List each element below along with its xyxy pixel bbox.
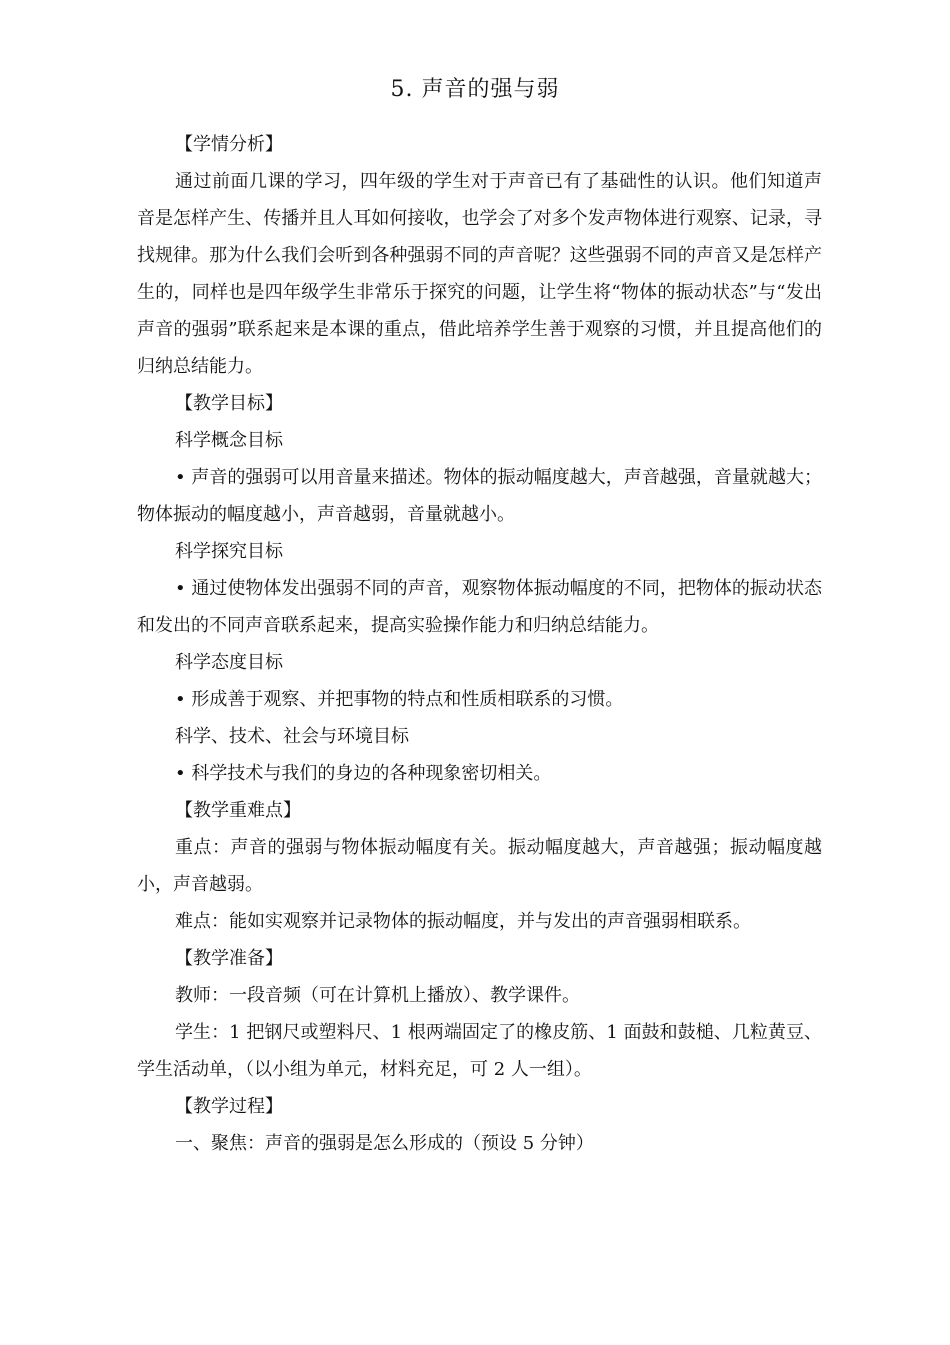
goals-heading: 【教学目标】	[175, 393, 283, 414]
concept-goal-text: • 声音的强弱可以用音量来描述。物体的振动幅度越大，声音越强，音量就越大；物体振动的幅度越小，声音越弱，音量就越小。	[137, 467, 822, 525]
inquiry-goal-title: 科学探究目标	[175, 541, 283, 562]
key-points-heading: 【教学重难点】	[175, 800, 301, 821]
inquiry-goal-text: • 通过使物体发出强弱不同的声音，观察物体振动幅度的不同，把物体的振动状态和发出的不同声音联系起来，提高实验操作能力和归纳总结能力。	[137, 578, 822, 636]
page-title: 5. 声音的强与弱	[390, 77, 560, 102]
attitude-goal-title: 科学态度目标	[175, 652, 283, 673]
key-point-text: 重点：声音的强弱与物体振动幅度有关。振动幅度越大，声音越强；振动幅度越小，声音越弱。	[137, 837, 822, 895]
teacher-prep: 教师：一段音频（可在计算机上播放）、教学课件。	[175, 985, 580, 1006]
difficulty-text: 难点：能如实观察并记录物体的振动幅度，并与发出的声音强弱相联系。	[175, 911, 751, 932]
document-body	[137, 126, 822, 1162]
prep-heading: 【教学准备】	[175, 948, 283, 969]
attitude-goal-text: • 形成善于观察、并把事物的特点和性质相联系的习惯。	[175, 689, 624, 710]
student-prep: 学生：1 把钢尺或塑料尺、1 根两端固定了的橡皮筋、1 面鼓和鼓槌、几粒黄豆、学生活动单，（以小组为单元，材料充足，可 2 人一组）。	[137, 1022, 822, 1080]
process-step-1: 一、聚焦：声音的强弱是怎么形成的（预设 5 分钟）	[175, 1133, 594, 1154]
concept-goal-title: 科学概念目标	[175, 430, 283, 451]
process-heading: 【教学过程】	[175, 1096, 283, 1117]
analysis-heading: 【学情分析】	[175, 134, 283, 155]
stse-goal-text: • 科学技术与我们的身边的各种现象密切相关。	[175, 763, 552, 784]
analysis-paragraph: 通过前面几课的学习，四年级的学生对于声音已有了基础性的认识。他们知道声音是怎样产生、传播并且人耳如何接收，也学会了对多个发声物体进行观察、记录，寻找规律。那为什么我们会听到各种强弱不同的声音呢？这些强弱不同的声音又是怎样产生的，同样也是四年级学生非常乐于探究的问题，让学生将“物体的振动状态”与“发出声音的强弱”联系起来是本课的重点，借此培养学生善于观察的习惯，并且提高他们的归纳总结能力。	[137, 171, 822, 377]
stse-goal-title: 科学、技术、社会与环境目标	[175, 726, 409, 747]
